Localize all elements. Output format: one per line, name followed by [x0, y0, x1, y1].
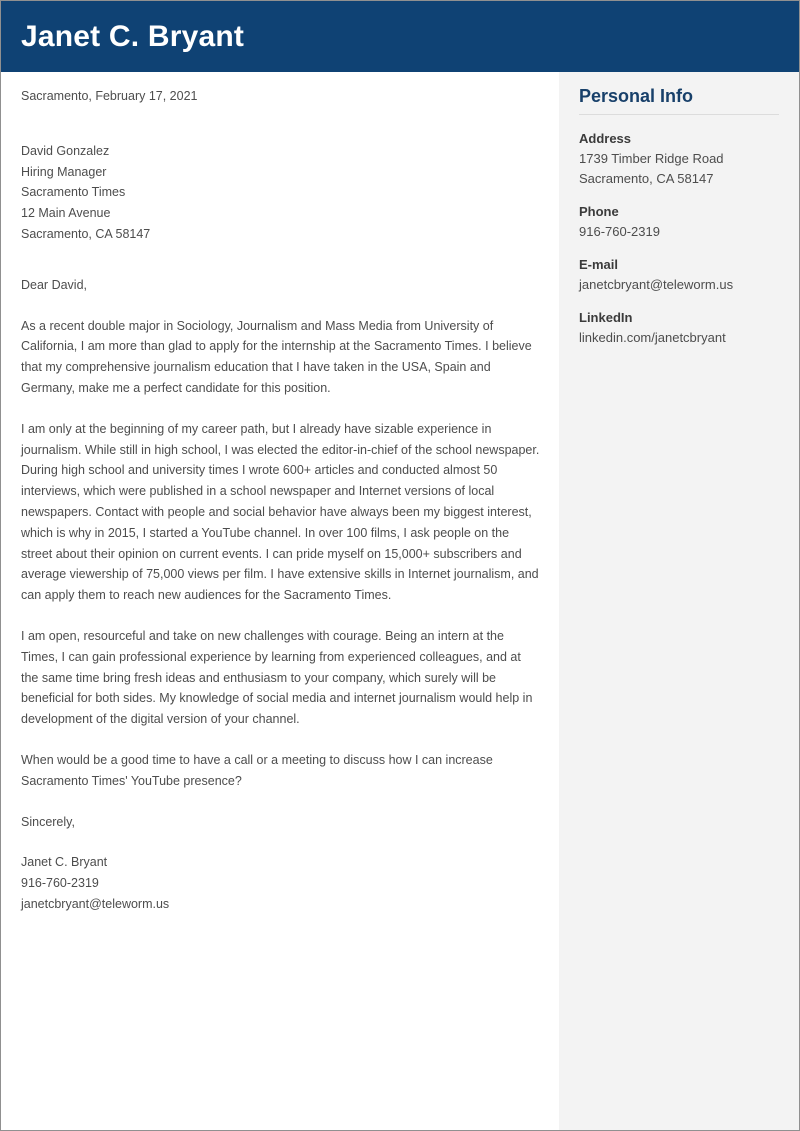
email-value: janetcbryant@teleworm.us — [579, 277, 734, 292]
letter-date: Sacramento, February 17, 2021 — [21, 89, 198, 103]
signature-name: Janet C. Bryant — [21, 855, 108, 870]
sidebar-section-phone — [579, 202, 779, 242]
recipient-name: David Gonzalez — [21, 143, 110, 158]
salutation: Dear David, — [21, 277, 87, 292]
letter-content — [1, 72, 559, 1130]
email-label: E-mail — [579, 257, 619, 272]
page-body — [1, 72, 799, 1130]
recipient-city: Sacramento, CA 58147 — [21, 226, 151, 241]
address-city: Sacramento, CA 58147 — [579, 171, 714, 186]
sidebar-title: Personal Info — [579, 86, 779, 115]
linkedin-value: linkedin.com/janetcbryant — [579, 330, 726, 345]
recipient-block — [21, 141, 541, 245]
address-label: Address — [579, 131, 632, 146]
signature-phone: 916-760-2319 — [21, 876, 99, 891]
candidate-name: Janet C. Bryant — [21, 19, 245, 53]
letter-header — [1, 1, 799, 72]
phone-value: 916-760-2319 — [579, 224, 660, 239]
letter-paragraph-4: When would be a good time to have a call or a meeting to discuss how I can increase Sacramento Times' YouTube presence? — [21, 752, 493, 788]
signature-email: janetcbryant@teleworm.us — [21, 896, 170, 911]
sidebar-section-linkedin — [579, 308, 779, 348]
address-street: 1739 Timber Ridge Road — [579, 151, 724, 166]
recipient-company: Sacramento Times — [21, 185, 126, 200]
recipient-street: 12 Main Avenue — [21, 206, 111, 221]
recipient-title: Hiring Manager — [21, 164, 107, 179]
letter-paragraph-3: I am open, resourceful and take on new challenges with courage. Being an intern at the Times, I can gain professional experience by learning from experienced colleagues, and at the same time bring fresh ideas and enthusiasm to your company, which surely will be beneficial for both sides. My knowledge of social media and internet journalism would help in development of the digital version of your channel. — [21, 628, 533, 727]
letter-paragraph-1: As a recent double major in Sociology, Journalism and Mass Media from University of California, I am more than glad to apply for the internship at the Sacramento Times. I believe that my comprehensive journalism education that I have taken in the USA, Spain and Germany, make me a perfect candidate for this position. — [21, 318, 532, 395]
personal-info-sidebar — [559, 72, 799, 1130]
sidebar-section-email — [579, 255, 779, 295]
sidebar-section-address — [579, 129, 779, 189]
signature-block — [21, 852, 541, 914]
phone-label: Phone — [579, 204, 619, 219]
letter-paragraph-2: I am only at the beginning of my career path, but I already have sizable experience in journalism. While still in high school, I was elected the editor-in-chief of the school newspaper. During high school and university times I wrote 600+ articles and conducted almost 50 interviews, which were published in a school newspaper and Internet versions of local newspapers. Contact with people and social behavior have always been my biggest interest, which is why in 2015, I started a YouTube channel. In over 100 films, I ask people on the street about their opinion on current events. I can pride myself on 15,000+ subscribers and average viewership of 75,000 views per film. I have extensive skills in Internet journalism, and can apply them to reach new audiences for the Sacramento Times. — [21, 421, 540, 603]
closing: Sincerely, — [21, 814, 75, 829]
linkedin-label: LinkedIn — [579, 310, 633, 325]
